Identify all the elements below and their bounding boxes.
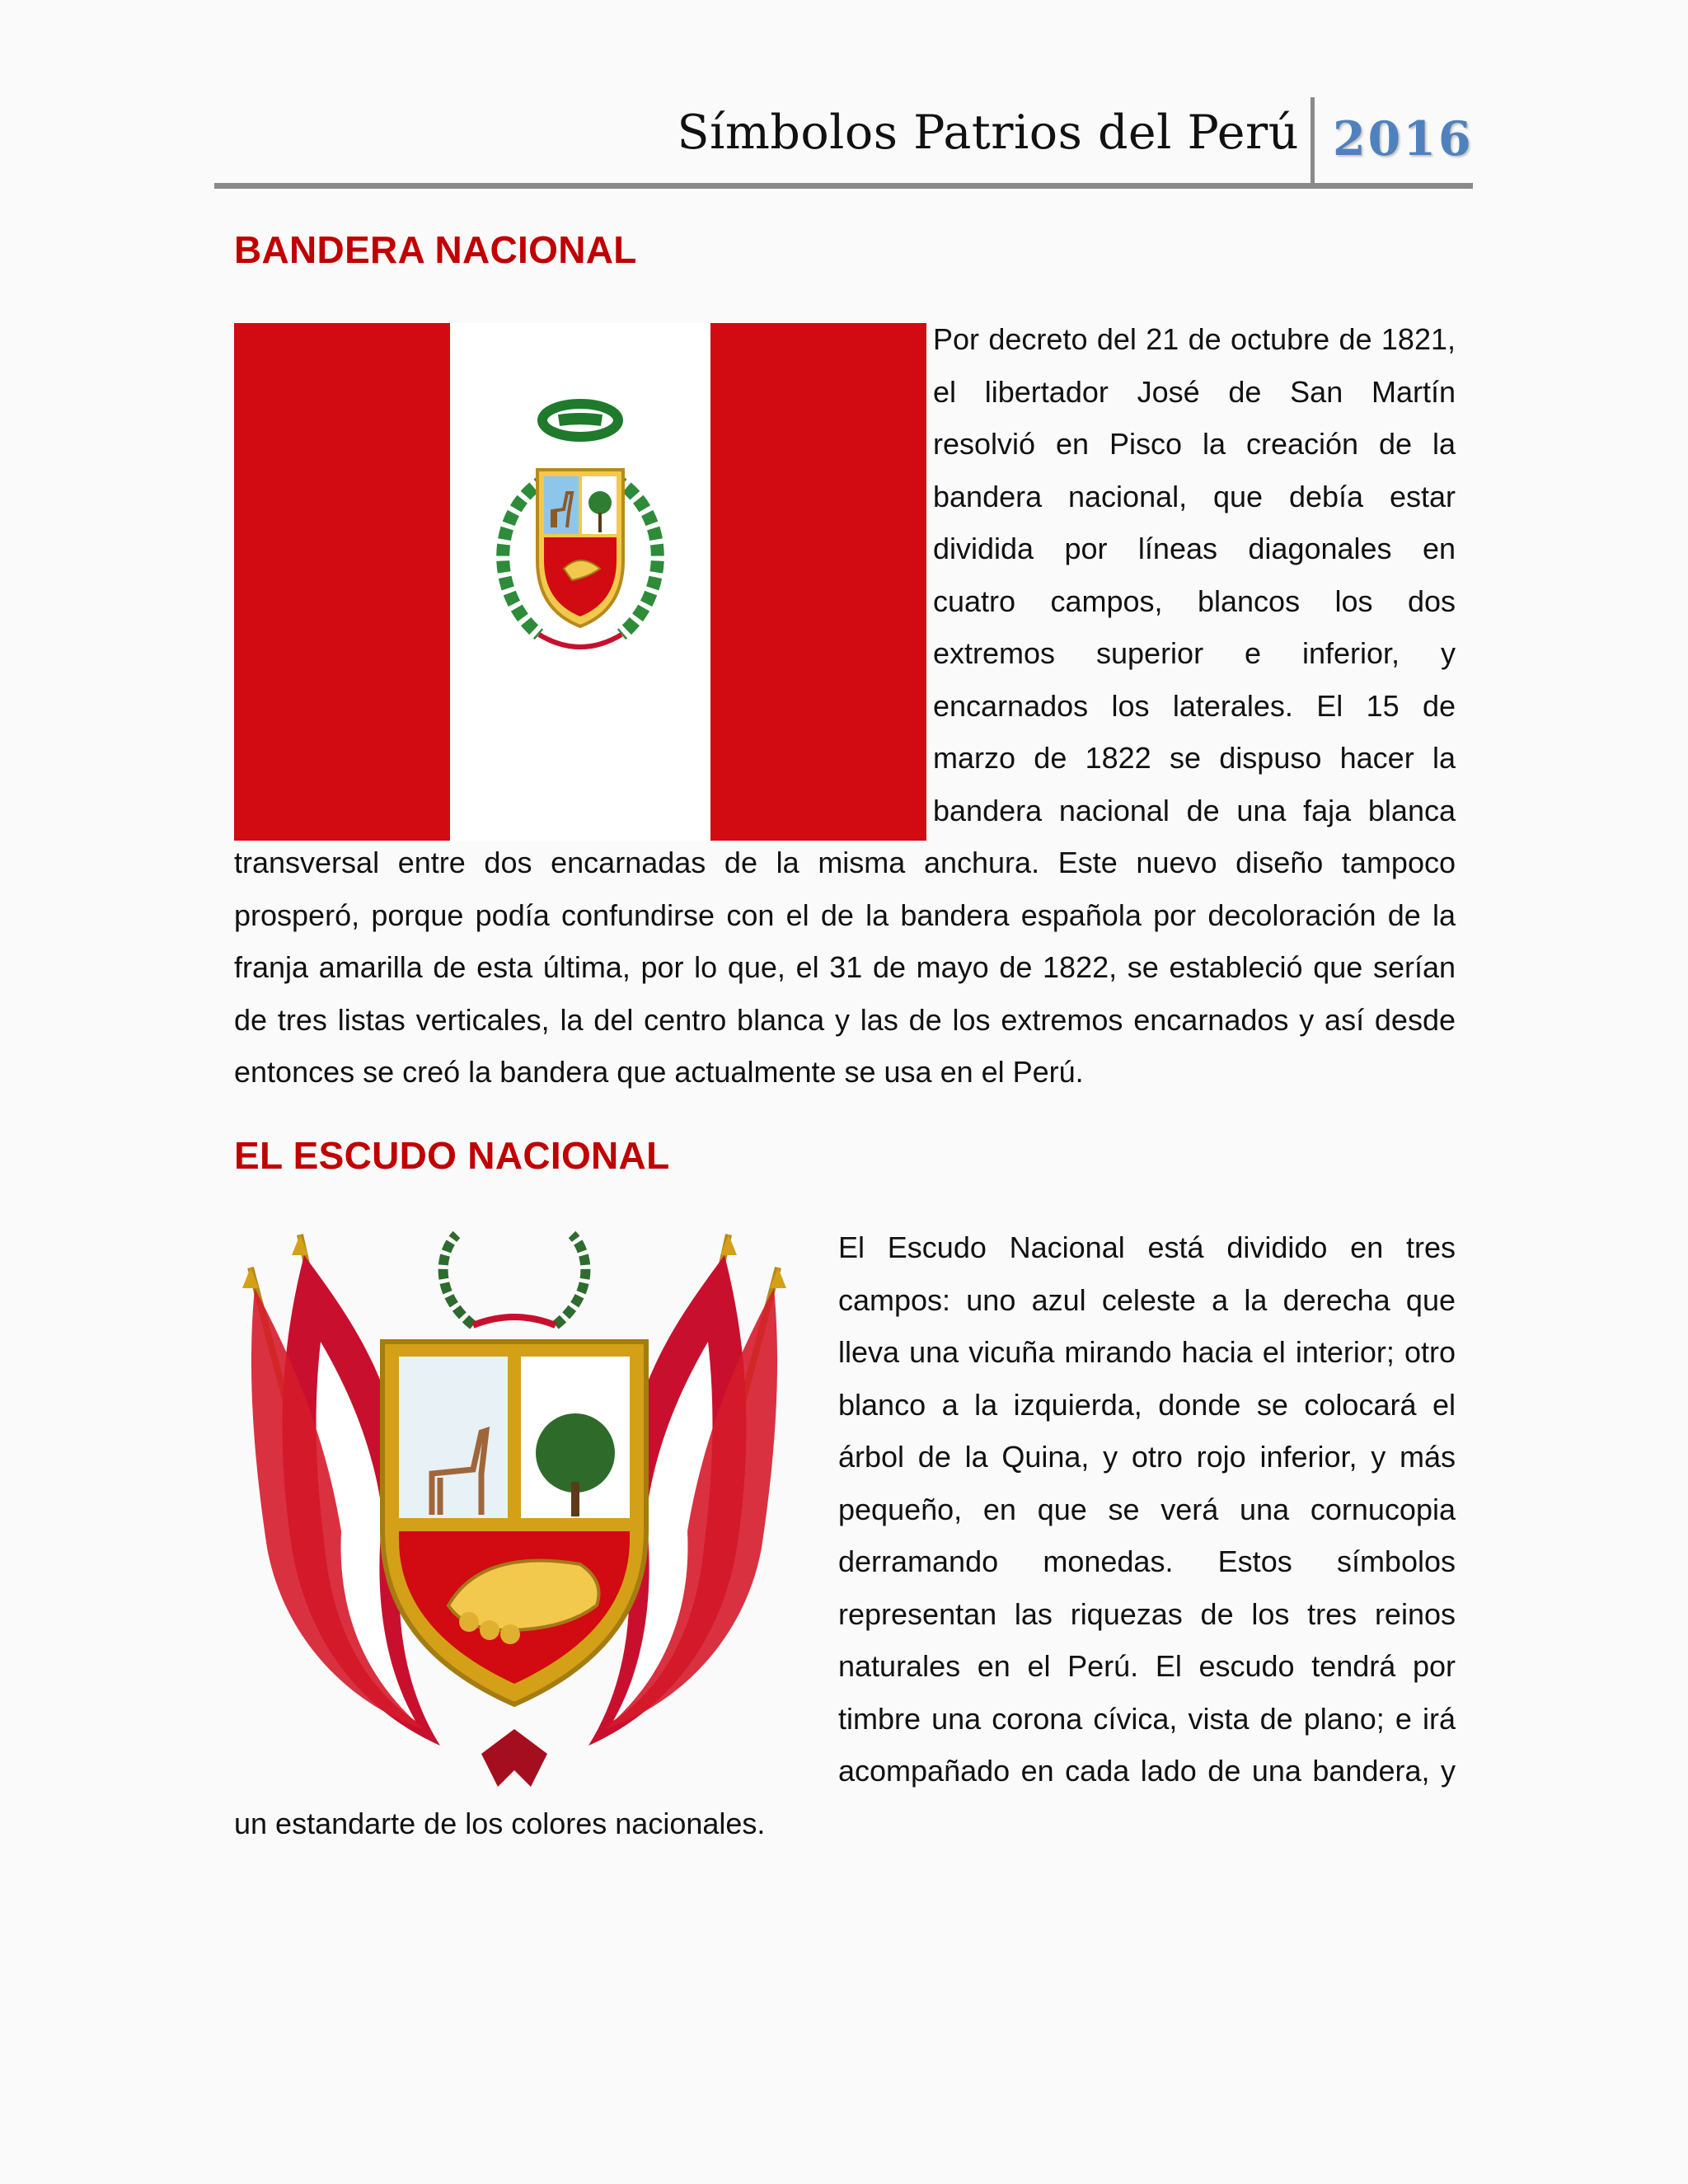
document-header-title: Símbolos Patrios del Perú xyxy=(677,105,1299,160)
section-title-escudo: EL ESCUDO NACIONAL xyxy=(234,1134,670,1177)
paragraph-bandera-text: Por decreto del 21 de octubre de 1821, el libertador José de San Martín resolvió en Pisco la creación de la bandera nacional, que debía estar dividida por líneas diagonales en cuatro campos, blancos los dos extremos superior e inferior, y encarnados los laterales. El 15 de marzo de 1822 se dispuso hacer la bandera nacional de una faja blanca transversal entre dos encarnadas de la misma anchura. Este nuevo diseño tampoco prosperó, porque podía confundirse con el de la bandera española por decoloración de la franja amarilla de esta última, por lo que, el 31 de mayo de 1822, se estableció que serían de tres listas verticales, la del centro blanca y las de los extremos encarnados y así desde entonces se creó la bandera que actualmente se usa en el Perú. xyxy=(234,322,1456,1089)
header-rule xyxy=(214,183,1473,189)
header-divider xyxy=(1311,97,1315,185)
section-title-bandera: BANDERA NACIONAL xyxy=(234,228,637,271)
paragraph-escudo-text: El Escudo Nacional está dividido en tres campos: uno azul celeste a la derecha que lleva una vicuña mirando hacia el interior; otro blanco a la izquierda, donde se colocará el árbol de la Quina, y otro rojo inferior, y más pequeño, en que se verá una cornucopia derramando monedas. Estos símbolos representan las riquezas de los tres reinos naturales en el Perú. El escudo tendrá por timbre una corona cívica, vista de plano; e irá acompañado en cada lado de una bandera, y un estandarte de los colores nacionales. xyxy=(234,1230,1456,1840)
paragraph-escudo xyxy=(234,1221,1456,1849)
document-header-year: 2016 xyxy=(1333,111,1474,166)
paragraph-bandera xyxy=(234,313,1456,1099)
